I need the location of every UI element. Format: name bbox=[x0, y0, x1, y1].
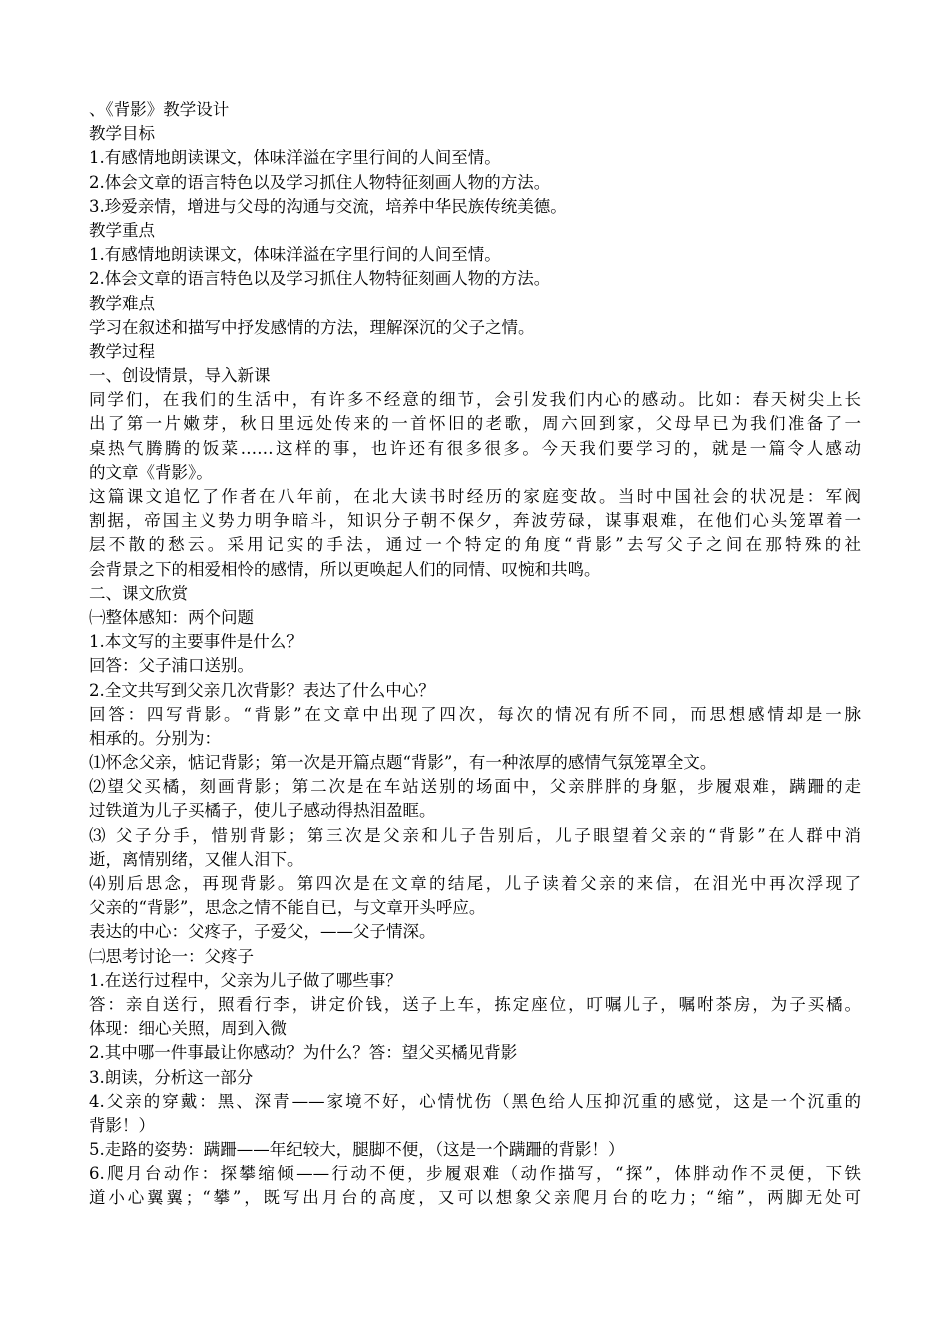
text-line: ⑷别后思念，再现背影。第四次是在文章的结尾，儿子读着父亲的来信，在泪光中再次浮现了 bbox=[89, 874, 861, 893]
document-body bbox=[89, 98, 861, 1211]
text-line: ⑴怀念父亲，惦记背影；第一次是开篇点题“背影”，有一种浓厚的感情气氛笼罩全文。 bbox=[89, 753, 717, 773]
text-line: 回答：四写背影。“背影”在文章中出现了四次，每次的情况有所不同，而思想感情却是一脉 bbox=[89, 704, 861, 724]
text-line: 教学难点 bbox=[89, 293, 155, 313]
text-line: 教学目标 bbox=[89, 124, 155, 144]
text-line: 4.父亲的穿戴：黑、深青——家境不好，心情忧伤（黑色给人压抑沉重的感觉，这是一个沉重的 bbox=[89, 1091, 861, 1111]
text-line: 教学过程 bbox=[89, 341, 155, 361]
text-line: ⑶ 父子分手，惜别背影；第三次是父亲和儿子告别后，儿子眼望着父亲的“背影”在人群中消 bbox=[89, 825, 861, 845]
text-line: 、《背影》教学设计 bbox=[89, 100, 230, 119]
text-line: 桌热气腾腾的饭菜……这样的事，也许还有很多很多。今天我们要学习的，就是一篇令人感动 bbox=[89, 438, 861, 458]
text-line: 2.其中哪一件事最让你感动？为什么？答：望父买橘见背影 bbox=[89, 1043, 518, 1063]
text-line: 6.爬月台动作：探攀缩倾——行动不便，步履艰难（动作描写，“探”，体胖动作不灵便，下铁 bbox=[89, 1164, 861, 1184]
text-line: 1.本文写的主要事件是什么？ bbox=[89, 632, 303, 652]
text-line: 3.珍爱亲情，增进与父母的沟通与交流，培养中华民族传统美德。 bbox=[89, 196, 567, 216]
text-line: 2.体会文章的语言特色以及学习抓住人物特征刻画人物的方法。 bbox=[89, 269, 551, 289]
text-line: 表达的中心：父疼子，子爱父，——父子情深。 bbox=[89, 922, 436, 942]
text-line: 回答：父子浦口送别。 bbox=[89, 656, 254, 676]
text-line: 背影！） bbox=[89, 1115, 155, 1135]
text-line: 教学重点 bbox=[89, 220, 155, 240]
text-line: ㈠整体感知：两个问题 bbox=[89, 607, 254, 627]
text-line: 二、课文欣赏 bbox=[89, 583, 188, 603]
text-line: 出了第一片嫩芽，秋日里远处传来的一首怀旧的老歌，周六回到家，父母早已为我们准备了一 bbox=[89, 414, 861, 434]
text-line: 体现：细心关照，周到入微 bbox=[89, 1019, 287, 1039]
text-line: 1.在送行过程中，父亲为儿子做了哪些事？ bbox=[89, 970, 402, 990]
text-line: 道小心翼翼；“攀”，既写出月台的高度，又可以想象父亲爬月台的吃力；“缩”，两脚无处可 bbox=[89, 1188, 861, 1208]
text-line: 层不散的愁云。采用记实的手法，通过一个特定的角度“背影”去写父子之间在那特殊的社 bbox=[89, 535, 861, 555]
text-line: 学习在叙述和描写中抒发感情的方法，理解深沉的父子之情。 bbox=[89, 317, 535, 337]
text-line: 同学们，在我们的生活中，有许多不经意的细节，会引发我们内心的感动。比如：春天树尖上长 bbox=[89, 390, 861, 410]
text-line: ㈡思考讨论一：父疼子 bbox=[89, 946, 254, 966]
text-line: 3.朗读，分析这一部分 bbox=[89, 1067, 254, 1087]
text-line: 一、创设情景，导入新课 bbox=[89, 366, 271, 386]
text-line: 割据，帝国主义势力明争暗斗，知识分子朝不保夕，奔波劳碌，谋事艰难，在他们心头笼罩着一 bbox=[89, 511, 861, 531]
text-line: 1.有感情地朗读课文，体味洋溢在字里行间的人间至情。 bbox=[89, 245, 501, 265]
text-line: 过铁道为儿子买橘子，使儿子感动得热泪盈眶。 bbox=[89, 801, 436, 821]
text-line: 答：亲自送行，照看行李，讲定价钱，送子上车，拣定座位，叮嘱儿子，嘱咐茶房，为子买橘。 bbox=[89, 994, 861, 1014]
text-line: 1.有感情地朗读课文，体味洋溢在字里行间的人间至情。 bbox=[89, 148, 501, 168]
text-line: 相承的。分别为： bbox=[89, 728, 221, 748]
text-line: 2.体会文章的语言特色以及学习抓住人物特征刻画人物的方法。 bbox=[89, 172, 551, 192]
text-line: 2.全文共写到父亲几次背影？表达了什么中心？ bbox=[89, 680, 435, 700]
text-line: 这篇课文追忆了作者在八年前，在北大读书时经历的家庭变故。当时中国社会的状况是：军阀 bbox=[89, 487, 861, 506]
text-line: 5.走路的姿势：蹒跚——年纪较大，腿脚不便，（这是一个蹒跚的背影！） bbox=[89, 1140, 625, 1160]
text-line: ⑵望父买橘，刻画背影；第二次是在车站送别的场面中，父亲胖胖的身躯，步履艰难，蹒跚的走 bbox=[89, 777, 861, 797]
text-line: 逝，离情别绪，又催人泪下。 bbox=[89, 849, 304, 869]
text-line: 的文章《背影》。 bbox=[89, 462, 213, 482]
text-line: 父亲的“背影”，思念之情不能自已，与文章开头呼应。 bbox=[89, 898, 486, 918]
text-line: 会背景之下的相爱相怜的感情，所以更唤起人们的同情、叹惋和共鸣。 bbox=[89, 559, 601, 579]
